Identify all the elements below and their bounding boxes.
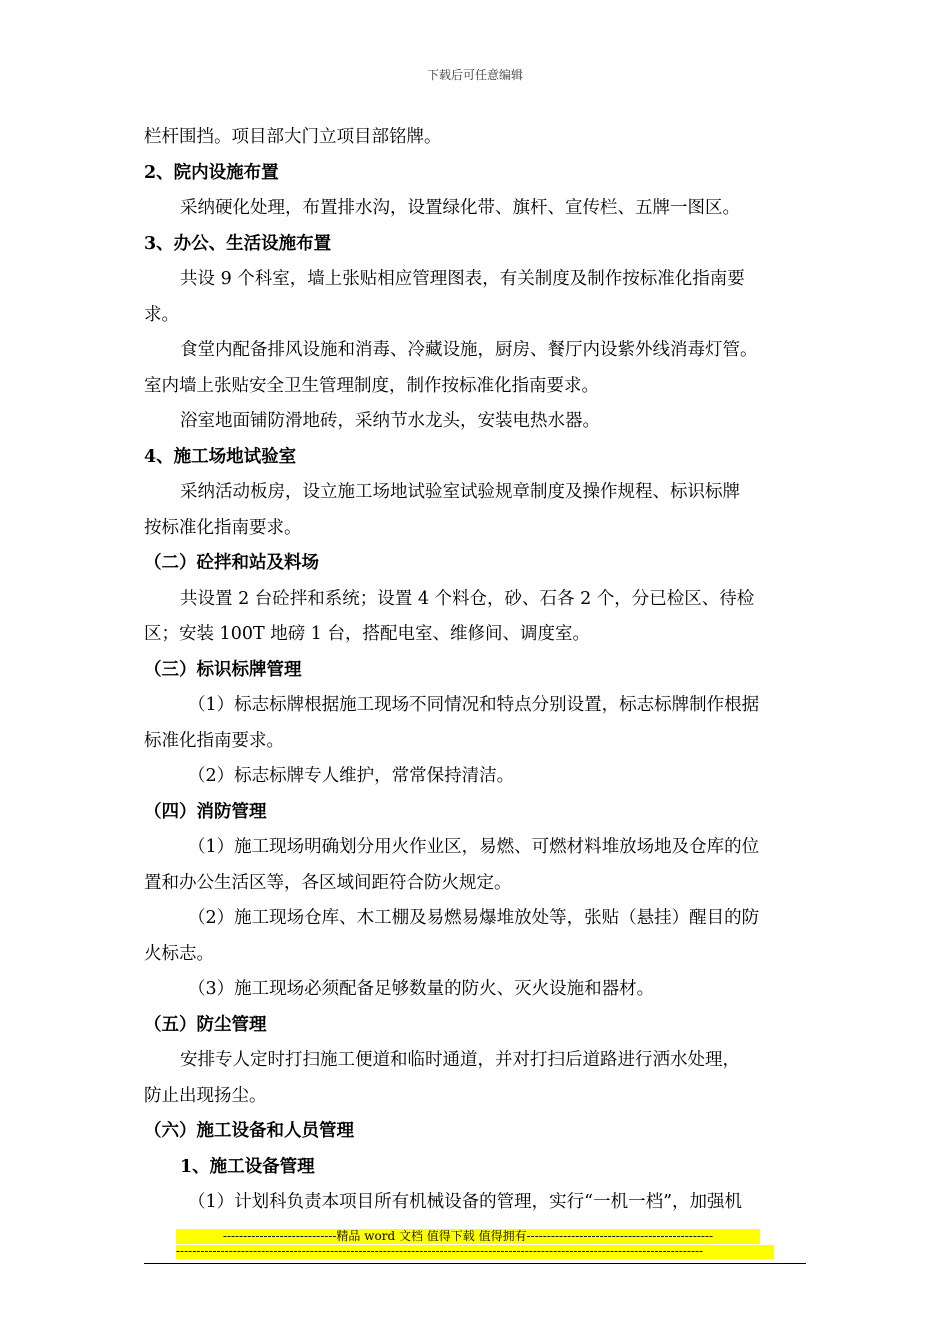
section-heading: （四）消防管理	[144, 801, 267, 822]
document-body	[144, 120, 810, 1221]
section-heading: （五）防尘管理	[144, 1014, 267, 1035]
paragraph-line: （2）施工现场仓库、木工棚及易燃易爆堆放处等，张贴（悬挂）醒目的防	[188, 908, 760, 928]
paragraph-line: 室内墙上张贴安全卫生管理制度，制作按标准化指南要求。	[144, 375, 599, 396]
paragraph-line: 浴室地面铺防滑地砖，采纳节水龙头，安装电热水器。	[180, 411, 600, 431]
section-heading: （六）施工设备和人员管理	[144, 1121, 354, 1141]
paragraph-line: 火标志。	[144, 943, 214, 964]
paragraph-line: （3）施工现场必须配备足够数量的防火、灭火设施和器材。	[188, 979, 655, 999]
paragraph-line: 共设 9 个科室，墙上张贴相应管理图表，有关制度及制作按标准化指南要	[180, 269, 745, 289]
footer-rule	[144, 1263, 806, 1264]
paragraph-line: 标准化指南要求。	[144, 730, 284, 751]
section-heading: （二）砼拌和站及料场	[144, 553, 319, 573]
paragraph-line: （1）标志标牌根据施工现场不同情况和特点分别设置，标志标牌制作根据	[188, 695, 760, 715]
paragraph-line: 区；安装 100T 地磅 1 台，搭配电室、维修间、调度室。	[144, 624, 590, 644]
paragraph-line: 共设置 2 台砼拌和系统；设置 4 个料仓，砂、石各 2 个，分已检区、待检	[180, 588, 755, 609]
paragraph-line: 防止出现扬尘。	[144, 1085, 267, 1106]
section-heading: 4、施工场地试验室	[144, 446, 297, 467]
footer-banner: ----------------------------精品 word 文档 值得下载 值得拥有----------------------------------------------	[176, 1229, 760, 1244]
paragraph-line: （1）计划科负责本项目所有机械设备的管理，实行“一机一档”，加强机	[188, 1192, 743, 1212]
section-heading: 3、办公、生活设施布置	[144, 233, 332, 254]
section-heading: （三）标识标牌管理	[144, 659, 302, 680]
paragraph-line: 按标准化指南要求。	[144, 517, 302, 538]
paragraph-line: 采纳活动板房，设立施工场地试验室试验规章制度及操作规程、标识标牌	[180, 482, 740, 502]
paragraph-line: 栏杆围挡。项目部大门立项目部铭牌。	[144, 127, 442, 147]
paragraph-line: 求。	[144, 304, 179, 325]
paragraph-line: 置和办公生活区等，各区域间距符合防火规定。	[144, 872, 512, 893]
section-heading: 1、施工设备管理	[180, 1156, 315, 1177]
page-header: 下载后可任意编辑	[426, 68, 523, 82]
paragraph-line: 食堂内配备排风设施和消毒、冷藏设施，厨房、餐厅内设紫外线消毒灯管。	[180, 340, 758, 360]
paragraph-line: （2）标志标牌专人维护，常常保持清洁。	[188, 766, 515, 786]
section-heading: 2、院内设施布置	[144, 162, 279, 183]
paragraph-line: （1）施工现场明确划分用火作业区，易燃、可燃材料堆放场地及仓库的位	[188, 837, 760, 857]
footer-dashes: ----------------------------------------------------------------------------------------------------------------------------------	[176, 1245, 774, 1259]
paragraph-line: 采纳硬化处理，布置排水沟，设置绿化带、旗杆、宣传栏、五牌一图区。	[180, 198, 740, 218]
paragraph-line: 安排专人定时打扫施工便道和临时通道，并对打扫后道路进行洒水处理，	[180, 1050, 740, 1070]
